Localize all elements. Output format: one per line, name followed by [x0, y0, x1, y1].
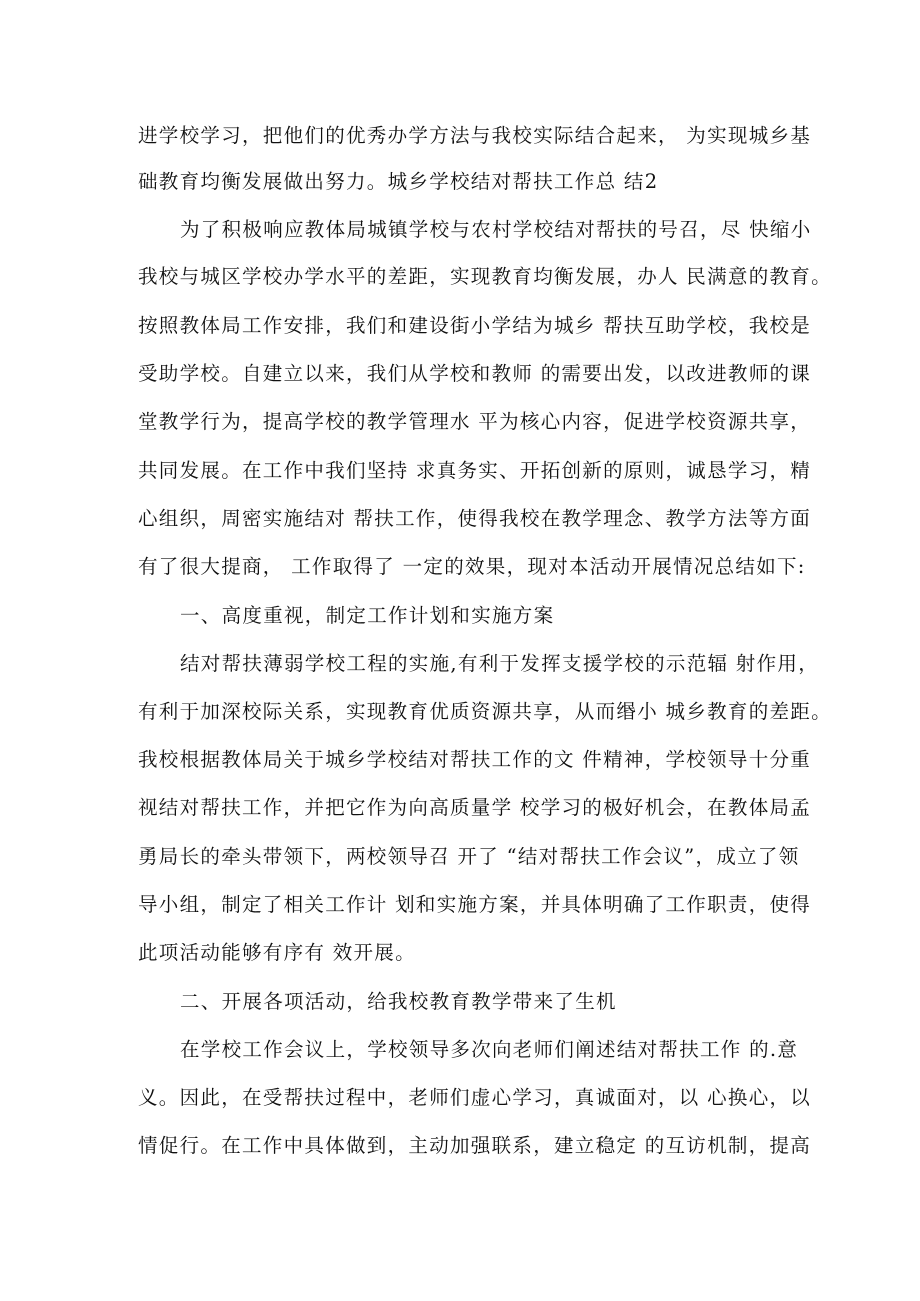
text-line: 视结对帮扶工作，并把它作为向高质量学 校学习的极好机会，在教体局孟 [138, 796, 812, 819]
text-line: 心组织，周密实施结对 帮扶工作，使得我校在教学理念、教学方法等方面 [138, 507, 812, 530]
text-line: 勇局长的牵头带领下，两校领导召 开了 “结对帮扶工作会议”，成立了领 [138, 845, 800, 868]
text-line: 进学校学习，把他们的优秀办学方法与我校实际结合起来， 为实现城乡基 [138, 124, 812, 147]
text-line: 我校与城区学校办学水平的差距，实现教育均衡发展，办人 民满意的教育。 [138, 265, 832, 288]
paragraph-first-line: 为了积极响应教体局城镇学校与农村学校结对帮扶的号召，尽 快缩小 [180, 218, 812, 241]
text-line: 我校根据教体局关于城乡学校结对帮扶工作的文 件精神，学校领导十分重 [138, 748, 812, 771]
text-line: 情促行。在工作中具体做到，主动加强联系，建立稳定 的互访机制，提高 [138, 1134, 812, 1157]
section-heading-2: 二、开展各项活动，给我校教育教学带来了生机 [180, 990, 617, 1013]
text-line: 有利于加深校际关系，实现教育优质资源共享，从而缗小 城乡教育的差距。 [138, 700, 832, 723]
text-line: 按照教体局工作安排，我们和建设街小学结为城乡 帮扶互助学校，我校是 [138, 314, 812, 337]
text-line: 此项活动能够有序有 效开展。 [138, 941, 416, 964]
text-line: 有了很大提商， 工作取得了 一定的效果，现对本活动开展情况总结如下: [138, 555, 806, 578]
text-line: 导小组，制定了相关工作计 划和实施方案，并具体明确了工作职责，使得 [138, 893, 812, 916]
text-line: 义。因此，在受帮扶过程中，老师们虚心学习，真诚面对，以 心换心，以 [138, 1086, 812, 1109]
text-line: 受助学校。自建立以来，我们从学校和教师 的需要出发，以改进教师的课 [138, 362, 812, 385]
paragraph-first-line: 结对帮扶薄弱学校工程的实施,有利于发挥支援学校的示范辐 射作用， [180, 652, 819, 675]
text-line: 础教育均衡发展做出努力。城乡学校结对帮扶工作总 结2 [138, 170, 659, 193]
text-line: 堂教学行为，提高学校的教学管理水 平为核心内容，促进学校资源共享， [138, 410, 812, 433]
text-line: 共同发展。在工作中我们坚持 求真务实、开拓创新的原则，诚恳学习，精 [138, 459, 812, 482]
section-heading-1: 一、高度重视，制定工作计划和实施方案 [180, 604, 555, 627]
paragraph-first-line: 在学校工作会议上，学校领导多次向老师们阐述结对帮扶工作 的.意 [180, 1038, 799, 1061]
